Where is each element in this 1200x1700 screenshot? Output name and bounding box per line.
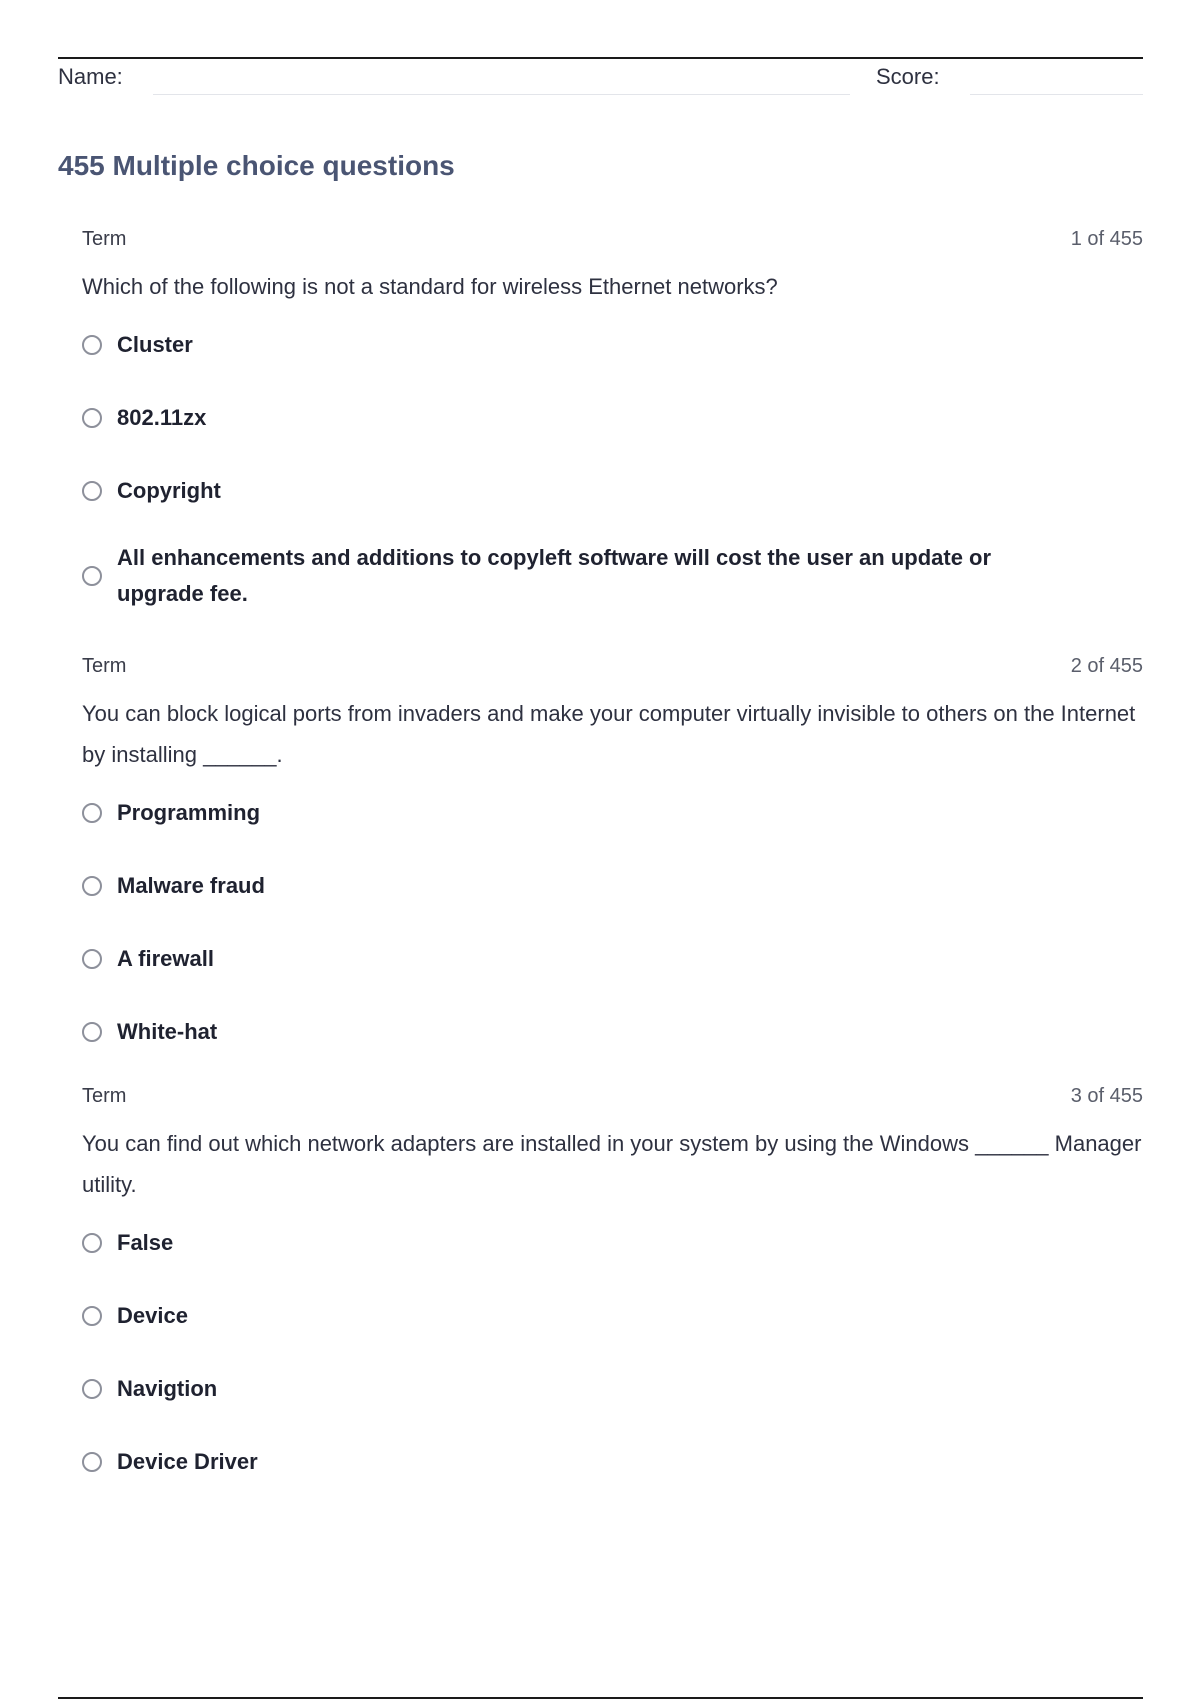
- question-2: [82, 655, 1143, 1081]
- option-label: Device: [117, 1303, 188, 1328]
- option[interactable]: [82, 1008, 1143, 1056]
- question-text: Which of the following is not a standard for wireless Ethernet networks?: [82, 274, 778, 299]
- option-label: False: [117, 1230, 174, 1255]
- question-meta: [82, 1085, 1143, 1111]
- option-label: Copyright: [117, 478, 221, 503]
- option[interactable]: [82, 1365, 1143, 1413]
- section-title: 455 Multiple choice questions: [58, 150, 455, 181]
- name-field[interactable]: [153, 94, 850, 95]
- radio-button[interactable]: [82, 1022, 102, 1042]
- option-label: Navigtion: [117, 1376, 218, 1401]
- option-label: 802.11zx: [117, 405, 207, 430]
- option[interactable]: [82, 862, 1143, 910]
- score-label: Score:: [876, 64, 940, 89]
- question-counter: 2 of 455: [1070, 655, 1143, 677]
- option-label: A firewall: [117, 946, 214, 971]
- radio-button[interactable]: [82, 803, 102, 823]
- option[interactable]: [82, 1292, 1143, 1340]
- option[interactable]: [82, 935, 1143, 983]
- question-1: [82, 228, 1143, 637]
- header-row: [58, 62, 1143, 98]
- question-counter: 3 of 455: [1070, 1085, 1143, 1107]
- term-label: Term: [82, 655, 127, 677]
- option-label: White-hat: [117, 1019, 218, 1044]
- radio-button[interactable]: [82, 335, 102, 355]
- radio-button[interactable]: [82, 876, 102, 896]
- option[interactable]: [82, 1219, 1143, 1267]
- question-3: [82, 1085, 1143, 1511]
- question-meta: [82, 228, 1143, 254]
- radio-button[interactable]: [82, 408, 102, 428]
- option-label: Malware fraud: [117, 873, 265, 898]
- question-meta: [82, 655, 1143, 681]
- options-list: [82, 321, 1143, 612]
- question-text: You can block logical ports from invaders and make your computer virtually invisible to others on the Internet by installing ______.: [82, 701, 1136, 767]
- term-label: Term: [82, 1085, 127, 1107]
- name-label: Name:: [58, 64, 123, 89]
- options-list: [82, 1219, 1143, 1486]
- question-counter: 1 of 455: [1070, 228, 1143, 250]
- quiz-page: [58, 0, 1143, 1700]
- radio-button[interactable]: [82, 949, 102, 969]
- option[interactable]: [82, 467, 1143, 515]
- radio-button[interactable]: [82, 1452, 102, 1472]
- option[interactable]: [82, 789, 1143, 837]
- option-label: Programming: [117, 800, 261, 825]
- term-label: Term: [82, 228, 127, 250]
- option-label: Cluster: [117, 332, 193, 357]
- top-divider: [58, 57, 1143, 59]
- radio-button[interactable]: [82, 481, 102, 501]
- option-label: All enhancements and additions to copyleft software will cost the user an update or upgrade fee.: [117, 545, 992, 606]
- question-text: You can find out which network adapters are installed in your system by using the Windows ______ Manager utility.: [82, 1131, 1142, 1197]
- radio-button[interactable]: [82, 1379, 102, 1399]
- score-field[interactable]: [970, 94, 1143, 95]
- radio-button[interactable]: [82, 1306, 102, 1326]
- options-list: [82, 789, 1143, 1056]
- radio-button[interactable]: [82, 566, 102, 586]
- radio-button[interactable]: [82, 1233, 102, 1253]
- option[interactable]: [82, 1438, 1143, 1486]
- bottom-divider: [58, 1697, 1143, 1699]
- option[interactable]: [82, 540, 1143, 612]
- option[interactable]: [82, 394, 1143, 442]
- option-label: Device Driver: [117, 1449, 258, 1474]
- option[interactable]: [82, 321, 1143, 369]
